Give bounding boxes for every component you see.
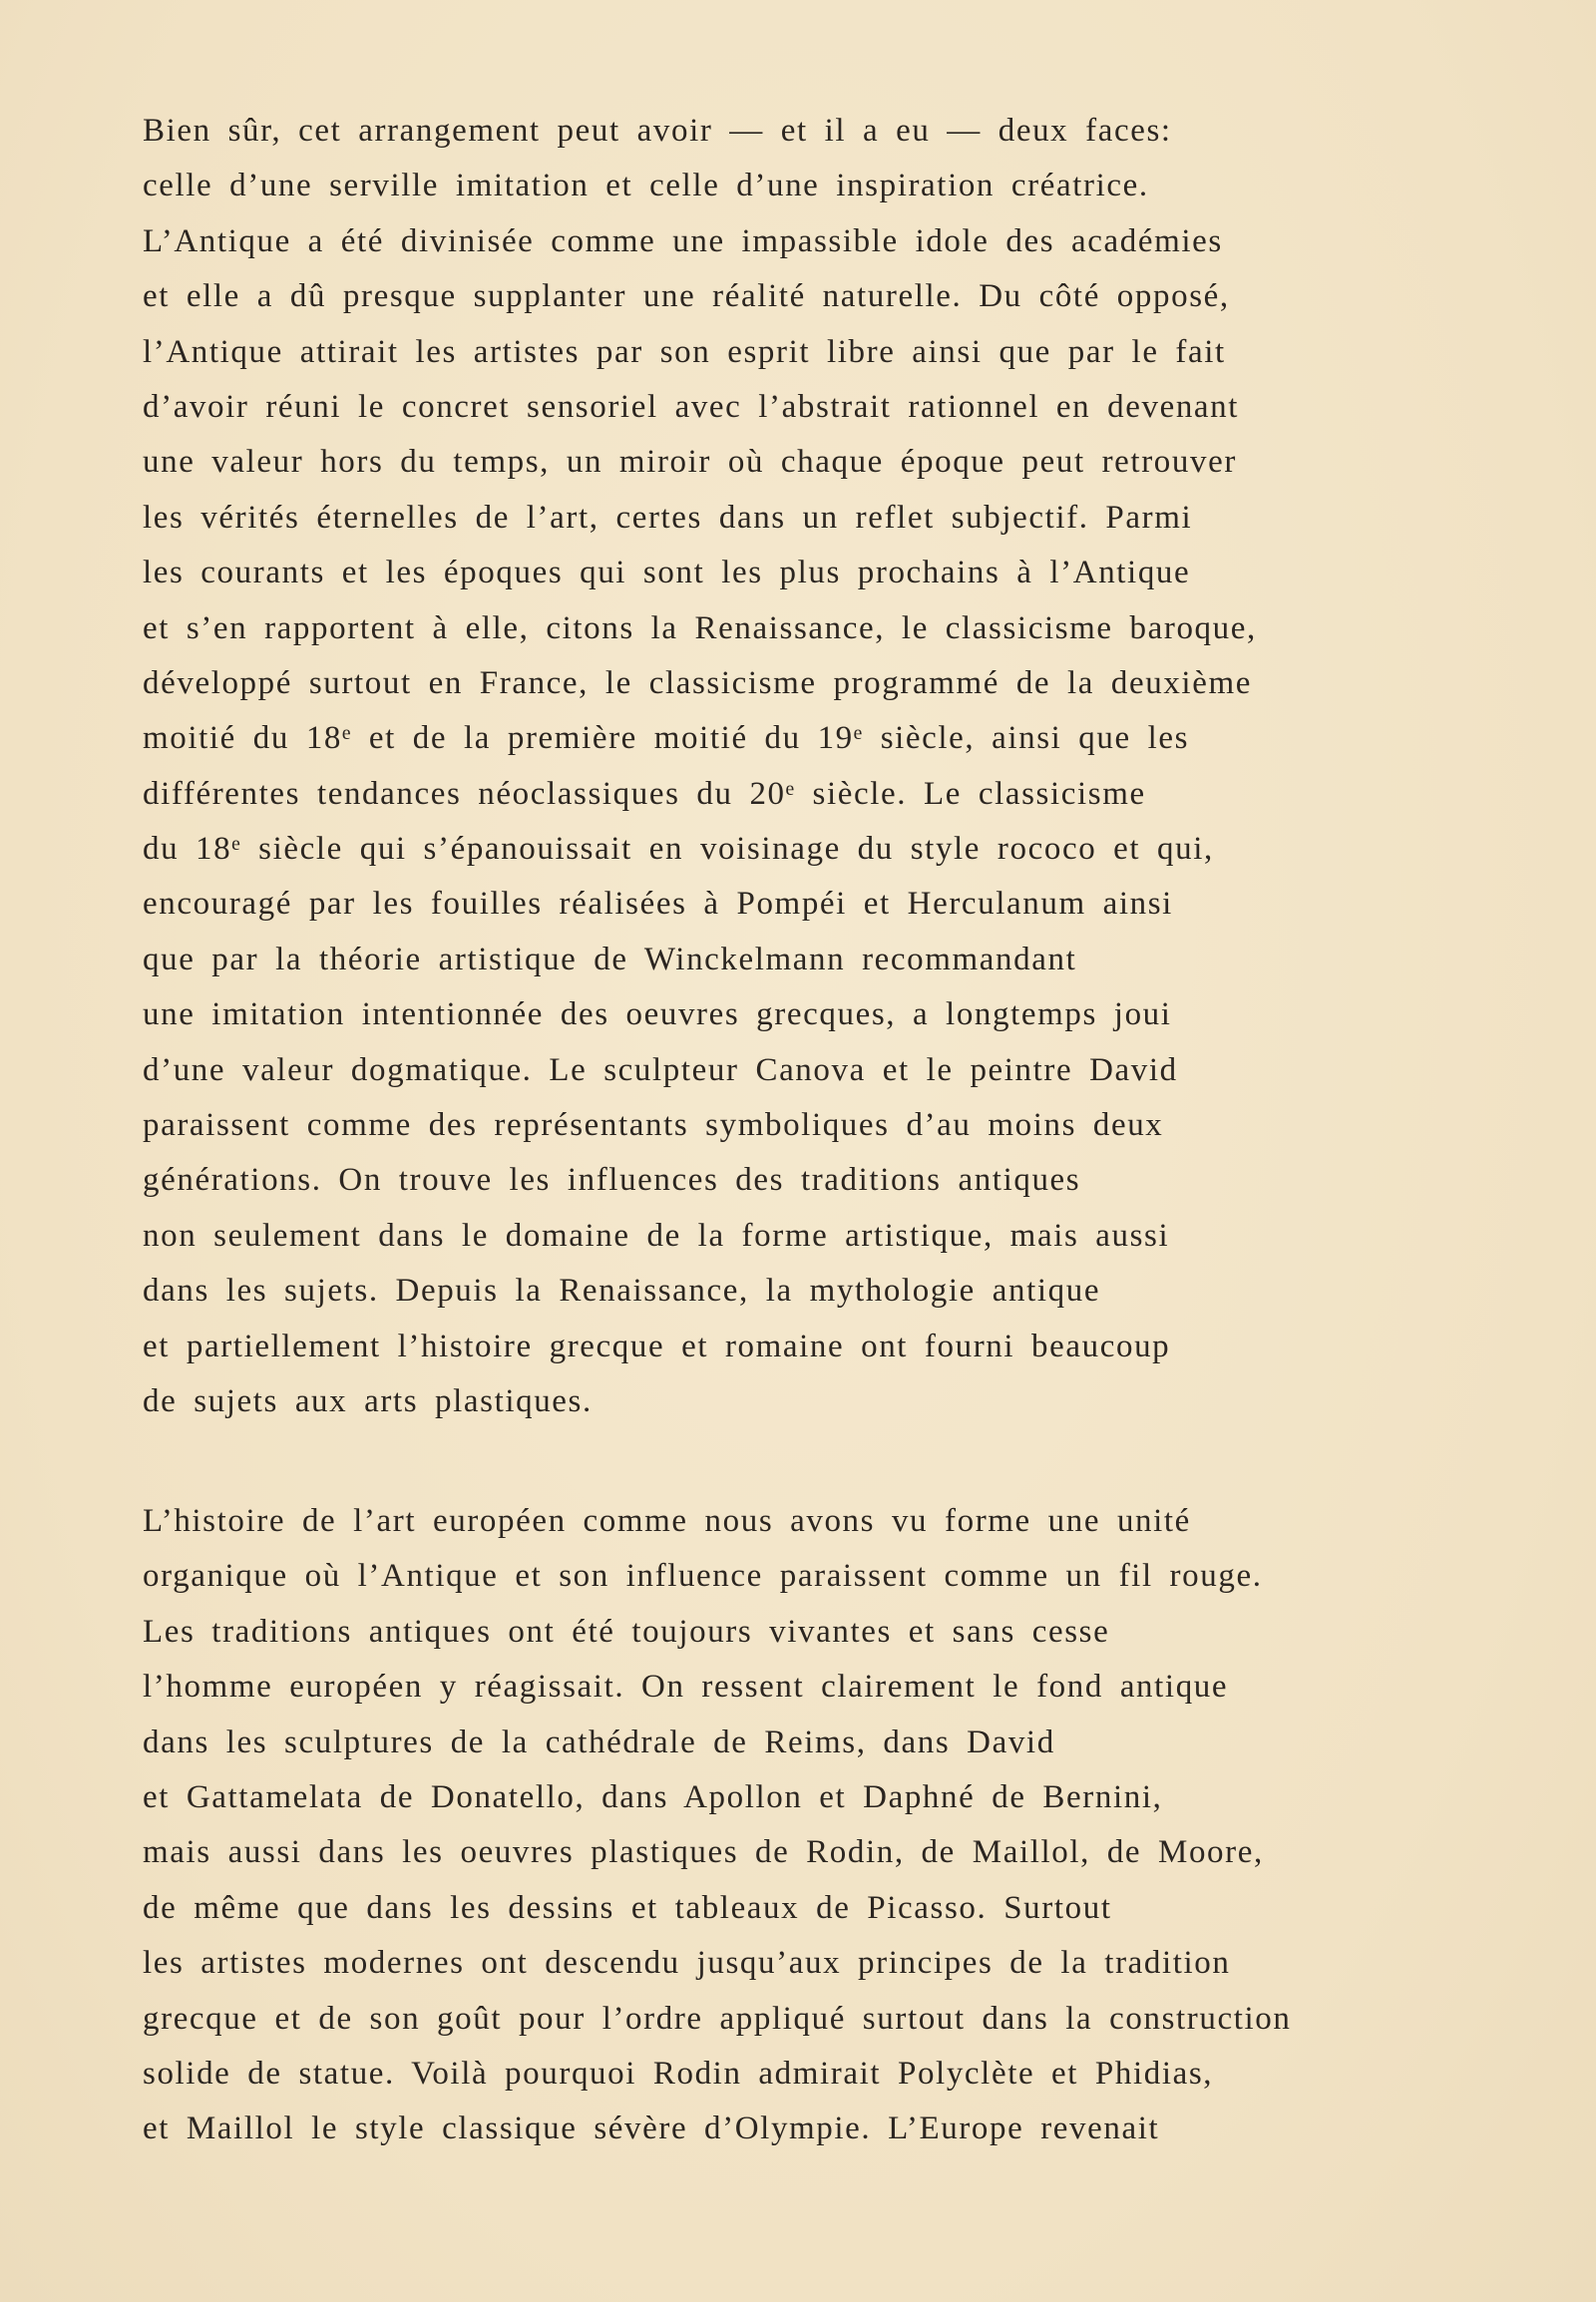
text-line: encouragé par les fouilles réalisées à Pompéi et Herculanum ainsi (143, 886, 1173, 923)
text-line: l’homme européen y réagissait. On ressent clairement le fond antique (143, 1669, 1229, 1706)
text-line: différentes tendances néoclassiques du 20ᵉ siècle. Le classicisme (143, 775, 1146, 812)
text-line: d’avoir réuni le concret sensoriel avec l’abstrait rationnel en devenant (143, 388, 1240, 425)
text-line: dans les sujets. Depuis la Renaissance, la mythologie antique (143, 1273, 1101, 1310)
text-line: moitié du 18ᵉ et de la première moitié du 19ᵉ siècle, ainsi que les (143, 720, 1190, 757)
text-line: grecque et de son goût pour l’ordre appliqué surtout dans la construction (143, 2000, 1292, 2037)
text-line: L’histoire de l’art européen comme nous avons vu forme une unité (143, 1503, 1191, 1539)
text-line: du 18ᵉ siècle qui s’épanouissait en voisinage du style rococo et qui, (143, 831, 1214, 868)
text-line: et elle a dû presque supplanter une réalité naturelle. Du côté opposé, (143, 278, 1230, 315)
paragraph-2 (143, 1494, 1291, 2157)
text-line: de sujets aux arts plastiques. (143, 1382, 593, 1419)
text-line: les vérités éternelles de l’art, certes dans un reflet subjectif. Parmi (143, 499, 1193, 536)
text-line: dans les sculptures de la cathédrale de Reims, dans David (143, 1724, 1055, 1760)
text-line: L’Antique a été divinisée comme une impassible idole des académies (143, 222, 1223, 259)
text-line: une valeur hors du temps, un miroir où chaque époque peut retrouver (143, 444, 1237, 481)
text-line: les courants et les époques qui sont les plus prochains à l’Antique (143, 555, 1191, 591)
text-line: Bien sûr, cet arrangement peut avoir — et il a eu — deux faces: (143, 113, 1172, 149)
text-line: solide de statue. Voilà pourquoi Rodin admirait Polyclète et Phidias, (143, 2055, 1214, 2092)
text-line: mais aussi dans les oeuvres plastiques de Rodin, de Maillol, de Moore, (143, 1834, 1264, 1871)
text-line: non seulement dans le domaine de la forme artistique, mais aussi (143, 1217, 1170, 1254)
text-line: l’Antique attirait les artistes par son esprit libre ainsi que par le fait (143, 333, 1226, 370)
paragraph-1 (143, 104, 1257, 1429)
text-line: que par la théorie artistique de Winckelmann recommandant (143, 941, 1077, 977)
text-line: et partiellement l’histoire grecque et romaine ont fourni beaucoup (143, 1328, 1171, 1364)
text-line: générations. On trouve les influences des traditions antiques (143, 1162, 1081, 1199)
text-line: paraissent comme des représentants symboliques d’au moins deux (143, 1107, 1164, 1144)
text-line: les artistes modernes ont descendu jusqu’aux principes de la tradition (143, 1945, 1231, 1982)
text-line: d’une valeur dogmatique. Le sculpteur Canova et le peintre David (143, 1051, 1178, 1088)
text-line: développé surtout en France, le classicisme programmé de la deuxième (143, 664, 1252, 701)
text-line: celle d’une serville imitation et celle d’une inspiration créatrice. (143, 168, 1149, 204)
text-line: et s’en rapportent à elle, citons la Renaissance, le classicisme baroque, (143, 609, 1257, 646)
text-line: Les traditions antiques ont été toujours vivantes et sans cesse (143, 1613, 1110, 1650)
text-line: et Gattamelata de Donatello, dans Apollon et Daphné de Bernini, (143, 1778, 1163, 1815)
text-line: de même que dans les dessins et tableaux de Picasso. Surtout (143, 1889, 1112, 1926)
text-line: et Maillol le style classique sévère d’Olympie. L’Europe revenait (143, 2110, 1160, 2147)
text-line: organique où l’Antique et son influence paraissent comme un fil rouge. (143, 1558, 1263, 1595)
text-line: une imitation intentionnée des oeuvres grecques, a longtemps joui (143, 996, 1172, 1033)
